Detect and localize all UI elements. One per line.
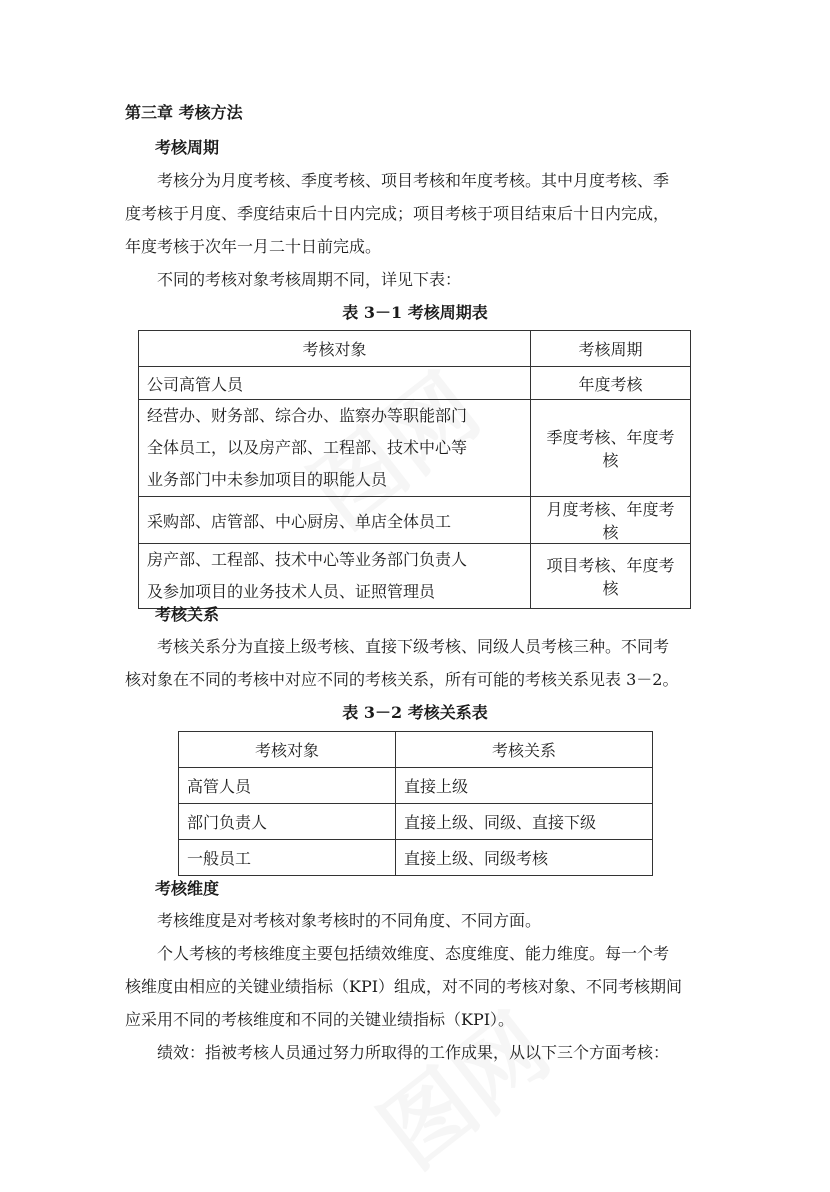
table-cell-relation: 直接上级、同级、直接下级 <box>396 804 653 840</box>
table2-caption: 表 3－2 考核关系表 <box>342 703 488 722</box>
table-row <box>139 497 691 544</box>
table-header-cell: 考核关系 <box>396 732 653 768</box>
table-cell-cycle: 季度考核、年度考核 <box>531 400 691 497</box>
paragraph-line: 年度考核于次年一月二十日前完成。 <box>125 237 382 256</box>
section-heading-relation: 考核关系 <box>155 605 220 624</box>
table-header-cell: 考核对象 <box>179 732 396 768</box>
table-cell-object: 部门负责人 <box>179 804 396 840</box>
table-cell-object: 高管人员 <box>179 768 396 804</box>
table-row <box>179 840 653 876</box>
table-cell-object <box>139 497 531 544</box>
table-row <box>179 768 653 804</box>
table-cell-object <box>139 367 531 400</box>
cell-line: 业务部门中未参加项目的职能人员 <box>147 470 388 489</box>
table1-caption: 表 3－1 考核周期表 <box>342 303 488 322</box>
section-heading-cycle: 考核周期 <box>155 138 220 157</box>
table-row <box>139 400 691 497</box>
paragraph-line: 核对象在不同的考核中对应不同的考核关系，所有可能的考核关系见表 3－2。 <box>125 670 679 689</box>
table-header-row <box>139 331 691 367</box>
cell-line: 公司高管人员 <box>147 374 244 394</box>
section-heading-dimension: 考核维度 <box>155 879 220 898</box>
paragraph-line: 考核分为月度考核、季度考核、项目考核和年度考核。其中月度考核、季 <box>157 171 670 190</box>
paragraph-line: 不同的考核对象考核周期不同，详见下表： <box>157 270 462 289</box>
table-row <box>139 544 691 609</box>
cell-line: 经营办、财务部、综合办、监察办等职能部门 <box>147 406 468 425</box>
cell-line: 房产部、工程部、技术中心等业务部门负责人 <box>147 550 468 569</box>
cycle-table <box>138 330 691 609</box>
paragraph-line: 个人考核的考核维度主要包括绩效维度、态度维度、能力维度。每一个考 <box>157 944 670 963</box>
paragraph-line: 度考核于月度、季度结束后十日内完成；项目考核于项目结束后十日内完成， <box>125 204 670 223</box>
cell-line: 采购部、店管部、中心厨房、单店全体员工 <box>147 511 452 531</box>
table-cell-cycle: 项目考核、年度考核 <box>531 544 691 609</box>
table-header-cell: 考核对象 <box>139 331 531 367</box>
table-cell-relation: 直接上级 <box>396 768 653 804</box>
table-cell-cycle: 月度考核、年度考核 <box>531 497 691 544</box>
paragraph-line: 核维度由相应的关键业绩指标（KPI）组成，对不同的考核对象、不同考核期间 <box>125 977 683 996</box>
cell-line: 全体员工，以及房产部、工程部、技术中心等 <box>147 438 468 457</box>
table-row <box>179 804 653 840</box>
paragraph-line: 考核关系分为直接上级考核、直接下级考核、同级人员考核三种。不同考 <box>157 637 670 656</box>
table-cell-object <box>139 544 531 609</box>
paragraph-line: 应采用不同的考核维度和不同的关键业绩指标（KPI）。 <box>125 1010 515 1029</box>
chapter-title: 第三章 考核方法 <box>125 103 243 122</box>
paragraph-line: 绩效：指被考核人员通过努力所取得的工作成果，从以下三个方面考核： <box>157 1043 670 1062</box>
table-cell-relation: 直接上级、同级考核 <box>396 840 653 876</box>
table-header-cell: 考核周期 <box>531 331 691 367</box>
table-header-row <box>179 732 653 768</box>
table-cell-cycle: 年度考核 <box>531 367 691 400</box>
table-cell-object: 一般员工 <box>179 840 396 876</box>
cell-line: 及参加项目的业务技术人员、证照管理员 <box>147 582 436 601</box>
table-cell-object <box>139 400 531 497</box>
relation-table <box>178 731 653 876</box>
paragraph-line: 考核维度是对考核对象考核时的不同角度、不同方面。 <box>157 911 542 930</box>
table-row <box>139 367 691 400</box>
